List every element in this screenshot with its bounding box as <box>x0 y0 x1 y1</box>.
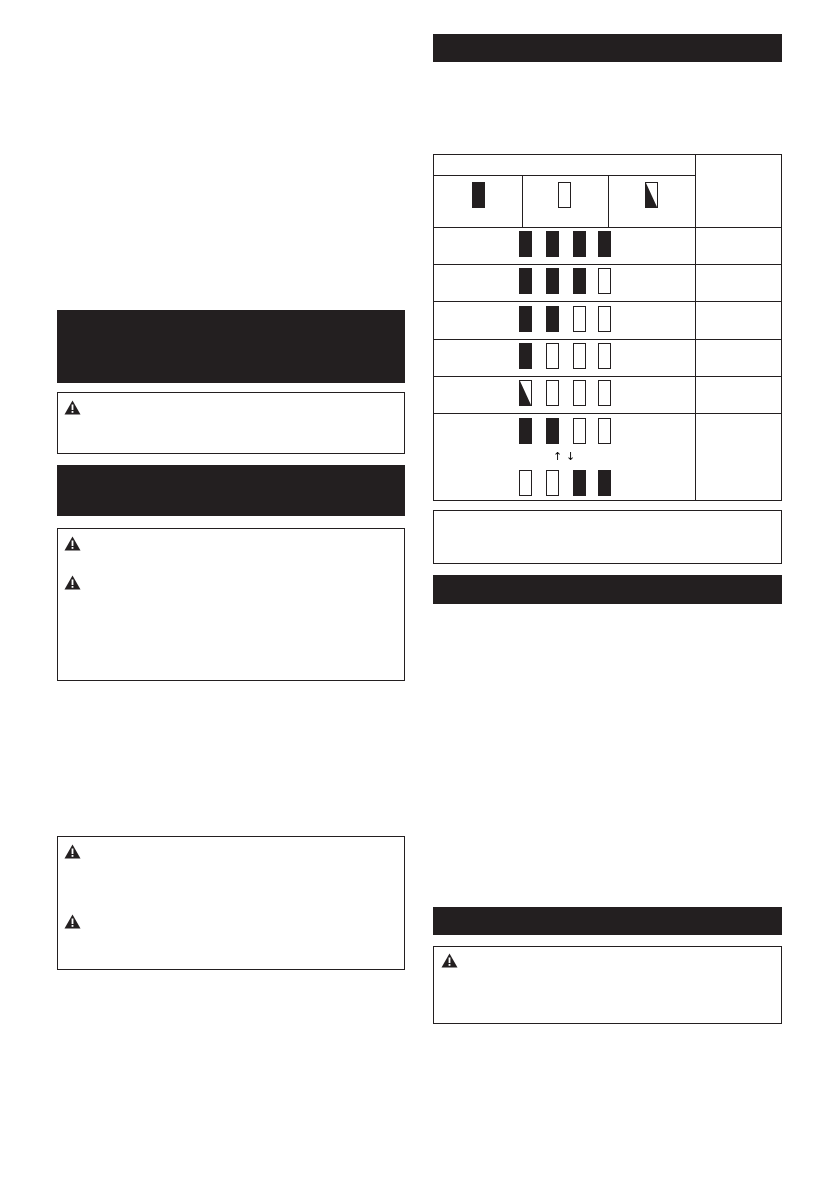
indicator-segment <box>573 343 586 369</box>
indicator-segment-alternate <box>519 470 532 496</box>
section-heading-bar-2 <box>57 465 405 516</box>
table-rule <box>434 227 781 228</box>
note-box <box>433 510 782 564</box>
warning-triangle-icon <box>64 914 81 929</box>
indicator-segment <box>519 268 532 294</box>
indicator-segment <box>573 268 586 294</box>
indicator-segment <box>519 306 532 332</box>
warning-triangle-icon <box>64 844 81 859</box>
indicator-segment <box>546 306 559 332</box>
indicator-segment <box>546 268 559 294</box>
arrow-down-icon: ↓ <box>566 450 576 463</box>
legend-blinking-segment <box>645 182 658 208</box>
warning-triangle-icon <box>441 953 458 968</box>
table-rule <box>434 301 781 302</box>
table-rule <box>695 155 696 500</box>
indicator-segment <box>573 306 586 332</box>
indicator-segment <box>546 418 559 444</box>
warning-box-3 <box>57 836 405 970</box>
table-rule <box>434 376 781 377</box>
battery-indicator-table <box>433 154 782 501</box>
warning-box-2 <box>57 528 405 681</box>
indicator-segment <box>519 231 532 257</box>
legend-off-segment <box>558 182 571 208</box>
indicator-segment <box>573 380 586 406</box>
indicator-segment <box>519 380 532 406</box>
indicator-segment <box>598 306 611 332</box>
section-heading-bar-1 <box>57 310 405 383</box>
warning-box-1 <box>57 392 405 454</box>
table-rule <box>434 413 781 414</box>
indicator-segment-alternate <box>573 470 586 496</box>
indicator-segment <box>546 231 559 257</box>
indicator-segment <box>598 268 611 294</box>
indicator-segment <box>598 380 611 406</box>
warning-triangle-icon <box>64 575 81 590</box>
indicator-segment <box>546 380 559 406</box>
arrow-up-icon: ↑ <box>553 450 563 463</box>
indicator-segment <box>519 418 532 444</box>
table-rule <box>608 175 609 227</box>
indicator-segment-alternate <box>546 470 559 496</box>
table-rule <box>434 339 781 340</box>
indicator-segment <box>519 343 532 369</box>
warning-triangle-icon <box>64 536 81 551</box>
indicator-segment-alternate <box>598 470 611 496</box>
indicator-segment <box>573 418 586 444</box>
table-rule <box>434 175 695 176</box>
indicator-segment <box>598 231 611 257</box>
warning-triangle-icon <box>64 400 81 415</box>
table-rule <box>522 175 523 227</box>
indicator-segment <box>598 418 611 444</box>
section-heading-bar-3 <box>433 34 782 62</box>
warning-box-4 <box>433 946 782 1024</box>
section-heading-bar-5 <box>433 907 782 935</box>
indicator-segment <box>546 343 559 369</box>
legend-lighted-segment <box>472 182 485 208</box>
indicator-segment <box>573 231 586 257</box>
table-rule <box>434 264 781 265</box>
section-heading-bar-4 <box>433 575 782 604</box>
indicator-segment <box>598 343 611 369</box>
